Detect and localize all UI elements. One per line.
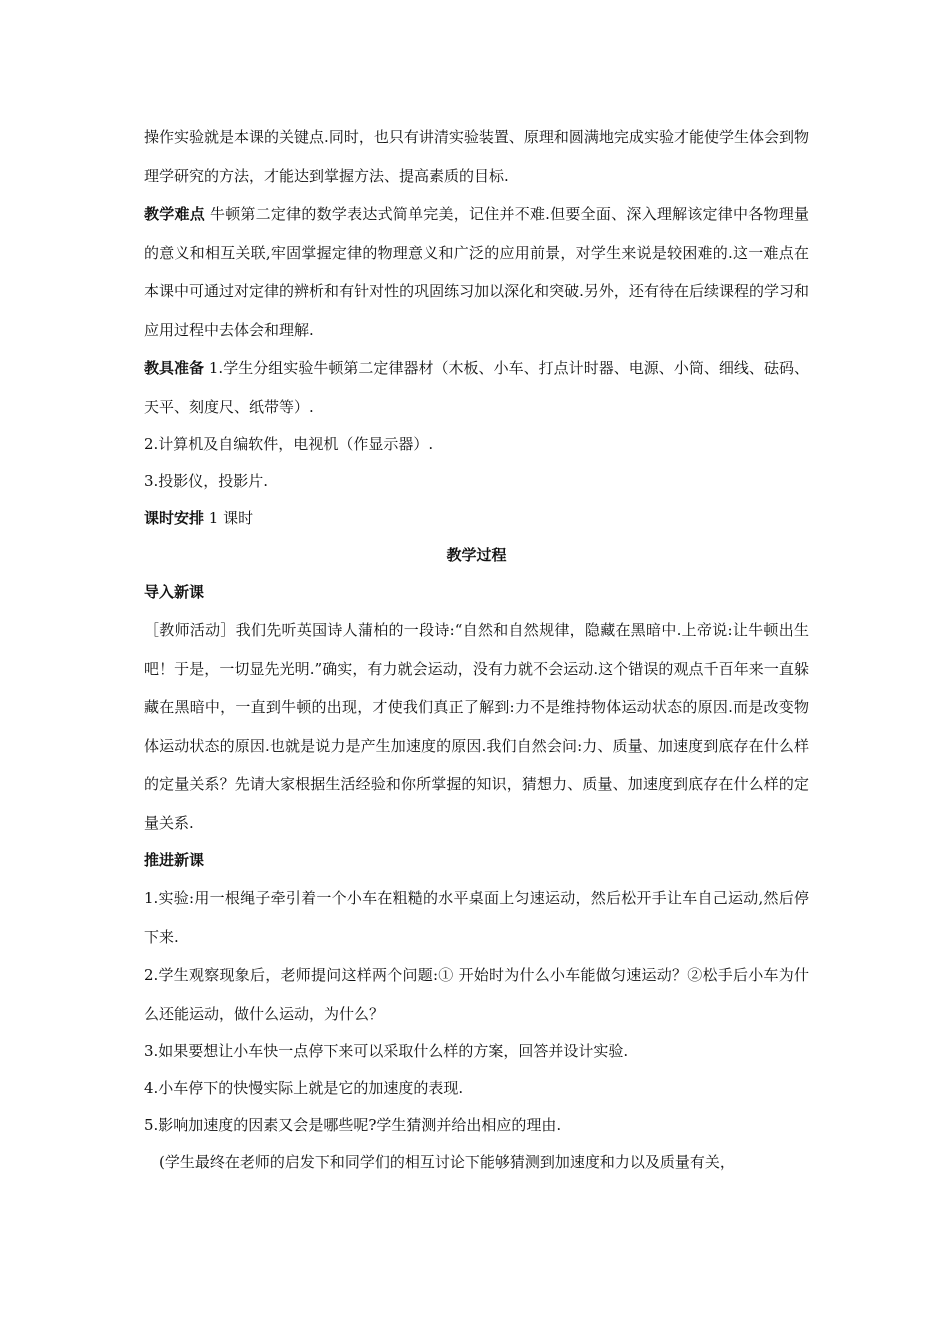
intro-lesson-heading: 导入新课 — [144, 583, 205, 601]
schedule-text: 1 课时 — [204, 509, 254, 527]
difficulty-paragraph — [144, 195, 809, 349]
equipment-paragraph — [144, 349, 809, 426]
intro-lesson-paragraph: ［教师活动］我们先听英国诗人蒲柏的一段诗:“自然和自然规律，隐藏在黑暗中.上帝说:让牛顿出生吧！于是，一切显先光明.”确实，有力就会运动，没有力就不会运动.这个错误的观点千百年来一直躲藏在黑暗中，一直到牛顿的出现，才使我们真正了解到:力不是维持物体运动状态的原因.而是改变物体运动状态的原因.也就是说力是产生加速度的原因.我们自然会问:力、质量、加速度到底存在什么样的定量关系？先请大家根据生活经验和你所掌握的知识，猜想力、质量、加速度到底存在什么样的定量关系. — [144, 621, 809, 832]
schedule-label: 课时安排 — [144, 509, 205, 527]
new-lesson-item-1: 1.实验:用一根绳子牵引着一个小车在粗糙的水平桌面上匀速运动，然后松开手让车自己运动,然后停下来. — [144, 889, 809, 946]
difficulty-label: 教学难点 — [144, 205, 205, 223]
equipment-item-3: 3.投影仪，投影片. — [144, 472, 269, 490]
schedule-paragraph — [144, 500, 809, 537]
new-lesson-note: (学生最终在老师的启发下和同学们的相互讨论下能够猜测到加速度和力以及质量有关， — [159, 1153, 735, 1171]
intro-paragraph: 操作实验就是本课的关键点.同时，也只有讲清实验装置、原理和圆满地完成实验才能使学生体会到物理学研究的方法，才能达到掌握方法、提高素质的目标. — [144, 128, 809, 185]
new-lesson-heading: 推进新课 — [144, 851, 205, 869]
document-page — [144, 118, 809, 1181]
process-title: 教学过程 — [446, 546, 507, 564]
new-lesson-item-4: 4.小车停下的快慢实际上就是它的加速度的表现. — [144, 1079, 464, 1097]
equipment-item-2: 2.计算机及自编软件，电视机（作显示器）. — [144, 435, 434, 453]
new-lesson-item-3: 3.如果要想让小车快一点停下来可以采取什么样的方案，回答并设计实验. — [144, 1042, 629, 1060]
difficulty-text: 牛顿第二定律的数学表达式简单完美，记住并不难.但要全面、深入理解该定律中各物理量的意义和相互关联,牢固掌握定律的物理意义和广泛的应用前景，对学生来说是较困难的.这一难点在本课中可通过对定律的辨析和有针对性的巩固练习加以深化和突破.另外，还有待在后续课程的学习和应用过程中去体会和理解. — [144, 205, 809, 339]
equipment-item-1: 1.学生分组实验牛顿第二定律器材（木板、小车、打点计时器、电源、小筒、细线、砝码、天平、刻度尺、纸带等）. — [144, 359, 809, 416]
new-lesson-item-5: 5.影响加速度的因素又会是哪些呢?学生猜测并给出相应的理由. — [144, 1116, 562, 1134]
equipment-label: 教具准备 — [144, 359, 205, 377]
new-lesson-item-2: 2.学生观察现象后，老师提问这样两个问题:① 开始时为什么小车能做匀速运动？②松手后小车为什么还能运动，做什么运动，为什么？ — [144, 966, 809, 1023]
